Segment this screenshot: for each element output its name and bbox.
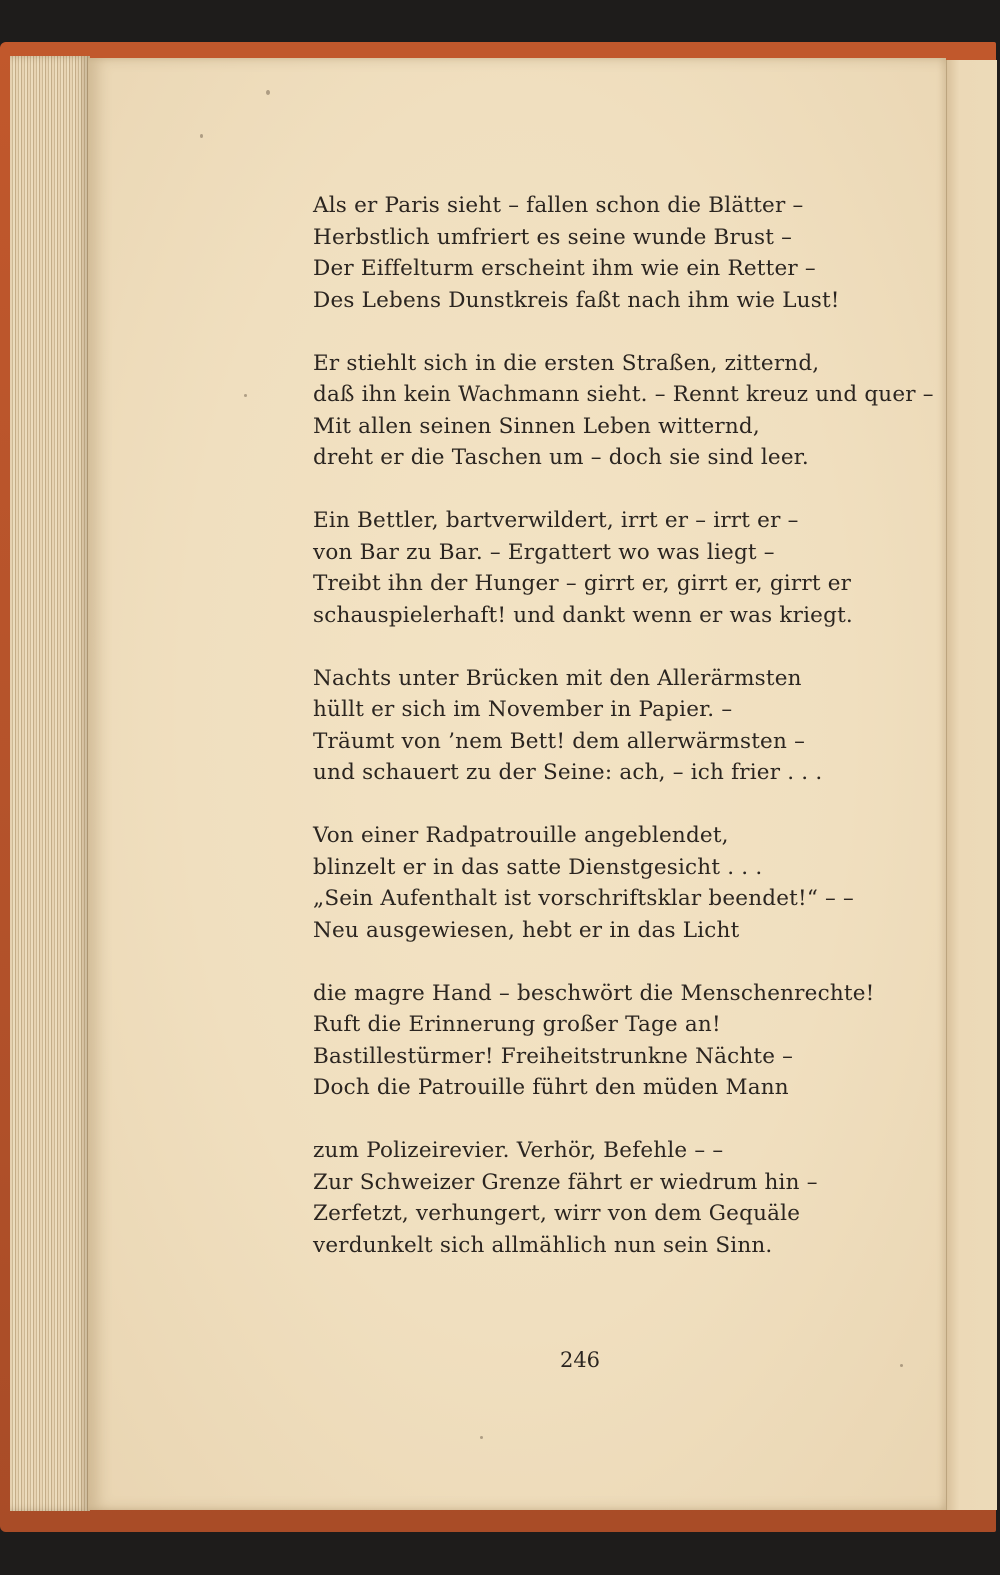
paper-speck [480,1436,483,1439]
poem-line: daß ihn kein Wachmann sieht. – Rennt kreuz und quer – [313,382,934,407]
poem-line: von Bar zu Bar. – Ergattert wo was liegt – [313,539,775,565]
poem-line: Zerfetzt, verhungert, wirr von dem Gequäle [313,1201,801,1226]
poem-line: Ruft die Erinnerung großer Tage an! [313,1012,721,1037]
poem-line: Ein Bettler, bartverwildert, irrt er – irrt er – [313,508,799,533]
poem-line: hüllt er sich im November in Papier. – [313,697,733,722]
stanza [313,348,953,474]
stanza [313,978,953,1104]
next-page-edge [946,60,997,1510]
poem-line: Er stiehlt sich in die ersten Straßen, zitternd, [313,350,820,376]
poem-line: Der Eiffelturm erscheint ihm wie ein Retter – [313,256,816,281]
poem-line: Träumt von ’nem Bett! dem allerwärmsten – [313,728,806,754]
poem-line: Neu ausgewiesen, hebt er in das Licht [313,917,740,943]
poem-line: dreht er die Taschen um – doch sie sind leer. [313,445,809,470]
poem-line: Als er Paris sieht – fallen schon die Blätter – [313,193,804,218]
poem-line: und schauert zu der Seine: ach, – ich frier . . . [313,760,823,785]
poem-line: „Sein Aufenthalt ist vorschriftsklar beendet!“ – – [313,886,854,911]
stanza [313,663,953,789]
paper-speck [900,1364,903,1367]
poem-line: blinzelt er in das satte Dienstgesicht . . . [313,854,763,880]
stanza [313,190,953,316]
stanza [313,820,953,946]
paper-speck [244,394,247,397]
poem-line: die magre Hand – beschwört die Menschenrechte! [313,980,875,1006]
poem-line: Bastillestürmer! Freiheitstrunkne Nächte – [313,1043,794,1069]
poem-line: Zur Schweizer Grenze fährt er wiedrum hin – [313,1169,818,1195]
stanza [313,1135,953,1261]
poem-line: Mit allen seinen Sinnen Leben witternd, [313,413,760,439]
poem-line: Des Lebens Dunstkreis faßt nach ihm wie Lust! [313,287,840,313]
poem-line: Doch die Patrouille führt den müden Mann [313,1075,789,1100]
poem-line: Treibt ihn der Hunger – girrt er, girrt er, girrt er [313,571,852,596]
poem-text [313,190,953,1293]
poem-line: zum Polizeirevier. Verhör, Befehle – – [313,1138,724,1163]
poem-line: schauspielerhaft! und dankt wenn er was kriegt. [313,602,853,628]
stanza [313,505,953,631]
poem-line: verdunkelt sich allmählich nun sein Sinn. [313,1232,773,1258]
poem-line: Nachts unter Brücken mit den Allerärmsten [313,665,802,691]
paper-speck [266,90,270,95]
page-number: 246 [559,1348,601,1372]
poem-line: Herbstlich umfriert es seine wunde Brust – [313,224,793,250]
poem-line: Von einer Radpatrouille angeblendet, [313,823,729,848]
paper-speck [200,134,203,138]
page-edges [10,56,90,1511]
